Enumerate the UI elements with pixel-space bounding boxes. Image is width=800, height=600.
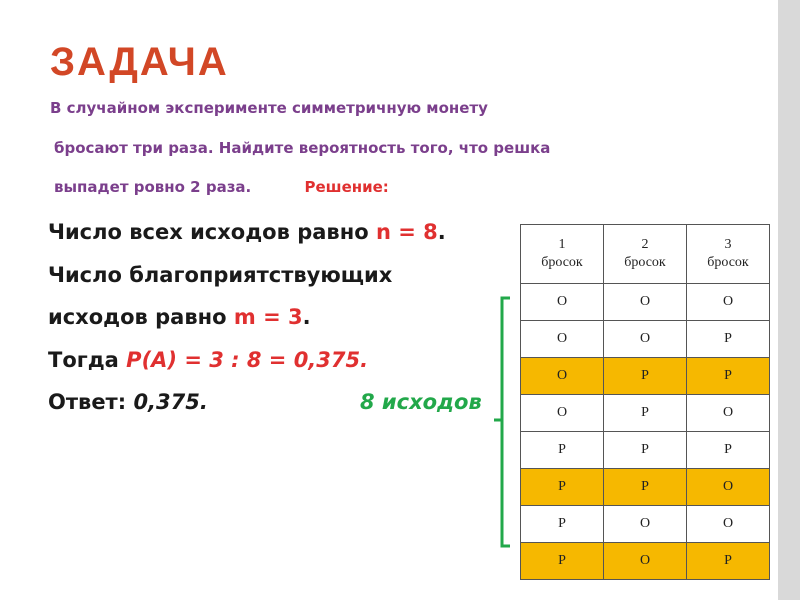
problem-line-3-text: выпадет ровно 2 раза. [54, 178, 252, 196]
solution-line-3-end: . [302, 305, 311, 329]
solution-line-2: Число благоприятствующих [48, 263, 393, 287]
outcomes-note-text: 8 исходов [360, 390, 482, 414]
outcomes-table-body [521, 225, 770, 580]
table-cell: Р [521, 506, 604, 543]
header-toss-word: бросок [624, 255, 666, 270]
table-row [521, 321, 770, 358]
table-cell: О [604, 284, 687, 321]
table-cell: О [687, 395, 770, 432]
table-cell: О [521, 284, 604, 321]
outcomes-note [360, 390, 482, 414]
solution-line-4-text: Тогда [48, 348, 127, 372]
header-toss-word: бросок [541, 255, 583, 270]
table-cell: Р [604, 432, 687, 469]
slide-side-bar [778, 0, 800, 600]
problem-line-1: В случайном эксперименте симметричную монету [50, 99, 488, 117]
header-toss-number: 3 [724, 237, 732, 252]
table-header-cell [604, 225, 687, 284]
answer-value: 0,375. [133, 390, 208, 414]
solution-line-4 [48, 348, 368, 372]
table-row [521, 543, 770, 580]
table-cell: Р [604, 469, 687, 506]
solution-line-3 [48, 305, 311, 329]
table-cell: О [604, 543, 687, 580]
header-toss-number: 1 [558, 237, 566, 252]
table-cell: Р [521, 432, 604, 469]
table-cell: Р [687, 358, 770, 395]
m-value: m = 3 [233, 305, 303, 329]
table-row [521, 469, 770, 506]
problem-line-3 [54, 178, 389, 196]
header-toss-word: бросок [707, 255, 749, 270]
table-row [521, 284, 770, 321]
table-cell: Р [687, 432, 770, 469]
table-cell: О [521, 358, 604, 395]
table-header-cell [521, 225, 604, 284]
table-cell: Р [521, 469, 604, 506]
header-toss-number: 2 [641, 237, 649, 252]
table-cell: Р [687, 543, 770, 580]
n-value: n = 8 [375, 220, 438, 244]
solution-label: Решение: [304, 178, 389, 196]
table-cell: Р [521, 543, 604, 580]
table-cell: Р [604, 358, 687, 395]
table-header-cell [687, 225, 770, 284]
problem-line-2: бросают три раза. Найдите вероятность того, что решка [54, 139, 551, 157]
table-row [521, 358, 770, 395]
table-cell: О [604, 321, 687, 358]
probability-formula: P(A) = 3 : 8 = 0,375. [126, 348, 369, 372]
solution-line-1-end: . [437, 220, 446, 244]
table-cell: О [521, 321, 604, 358]
answer-label: Ответ: [48, 390, 134, 414]
solution-line-1 [48, 220, 446, 244]
table-cell: Р [604, 395, 687, 432]
slide-title: ЗАДАЧА [50, 40, 229, 84]
table-cell: О [604, 506, 687, 543]
table-row [521, 395, 770, 432]
table-row [521, 506, 770, 543]
answer-line [48, 390, 208, 414]
table-cell: О [521, 395, 604, 432]
outcomes-table [520, 224, 770, 580]
table-cell: О [687, 284, 770, 321]
outcomes-brace [494, 296, 510, 548]
table-cell: Р [687, 321, 770, 358]
table-row [521, 432, 770, 469]
solution-line-3-text: исходов равно [48, 305, 234, 329]
table-cell: О [687, 469, 770, 506]
table-cell: О [687, 506, 770, 543]
solution-line-1-text: Число всех исходов равно [48, 220, 376, 244]
table-header-row [521, 225, 770, 284]
